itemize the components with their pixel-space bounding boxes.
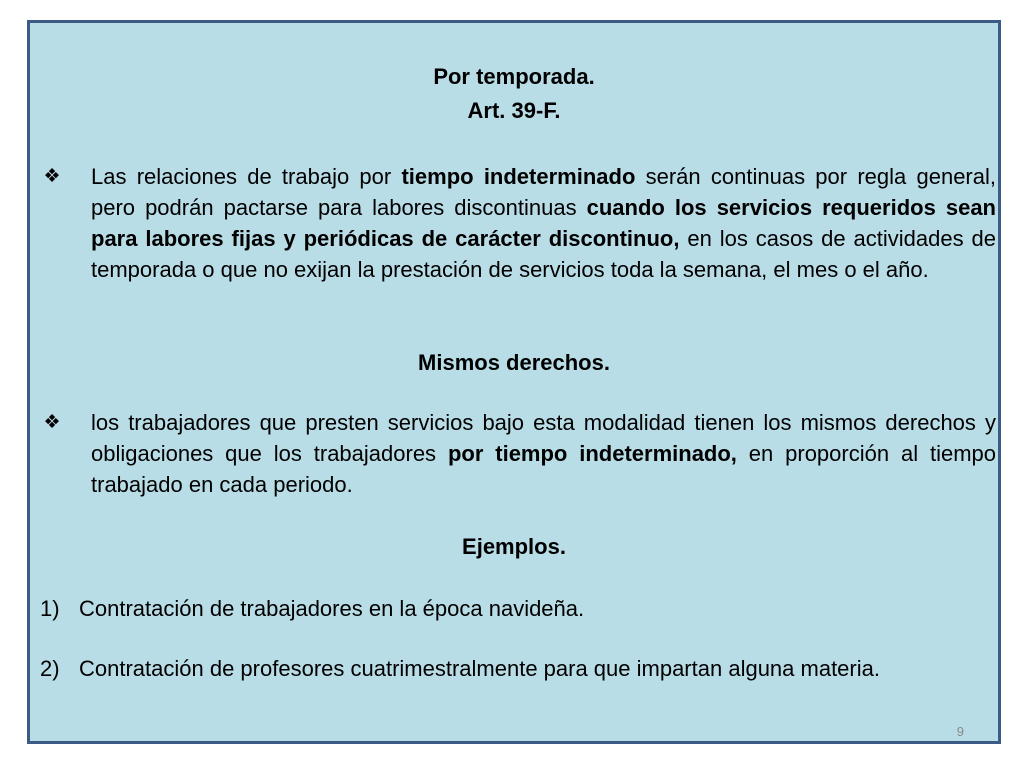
example-item-1 <box>40 593 996 624</box>
text-run: en proporción al tiempo trabajado en cada periodo. <box>91 441 996 497</box>
emphasis-text: por tiempo indeterminado, <box>447 441 737 466</box>
page-number: 9 <box>956 724 964 739</box>
example-item-2 <box>40 653 996 684</box>
text-run: en los casos de actividades de temporada o que no exijan la prestación de servicios toda la semana, el mes o el año. <box>91 226 996 282</box>
example-text: Contratación de profesores cuatrimestralmente para que impartan alguna materia. <box>79 656 880 681</box>
article-reference: Art. 39-F. <box>467 98 561 123</box>
bullet-text-2 <box>91 407 996 500</box>
example-number: 2) <box>40 656 60 681</box>
emphasis-text: tiempo indeterminado <box>401 164 636 189</box>
bullet-text-1 <box>91 161 996 285</box>
diamond-bullet-icon: ❖ <box>43 166 61 187</box>
bullet-paragraph-1 <box>40 161 996 285</box>
text-run: serán continuas por regla general, pero podrán pactarse para labores discontinuas <box>91 164 996 220</box>
text-run: los trabajadores que presten servicios bajo esta modalidad tienen los mismos derechos y obligaciones que los trabajadores <box>91 410 996 466</box>
bullet-paragraph-2 <box>40 407 996 500</box>
example-number: 1) <box>40 596 60 621</box>
diamond-bullet-icon: ❖ <box>43 412 61 433</box>
emphasis-text: cuando los servicios requeridos sean para labores fijas y periódicas de carácter discontinuo, <box>91 195 996 251</box>
text-run: Las relaciones de trabajo por <box>91 164 402 189</box>
section-heading-rights: Mismos derechos. <box>418 350 610 375</box>
example-text: Contratación de trabajadores en la época navideña. <box>79 596 585 621</box>
section-heading-examples: Ejemplos. <box>462 534 566 559</box>
slide-title: Por temporada. <box>433 64 595 89</box>
slide <box>27 20 1001 744</box>
